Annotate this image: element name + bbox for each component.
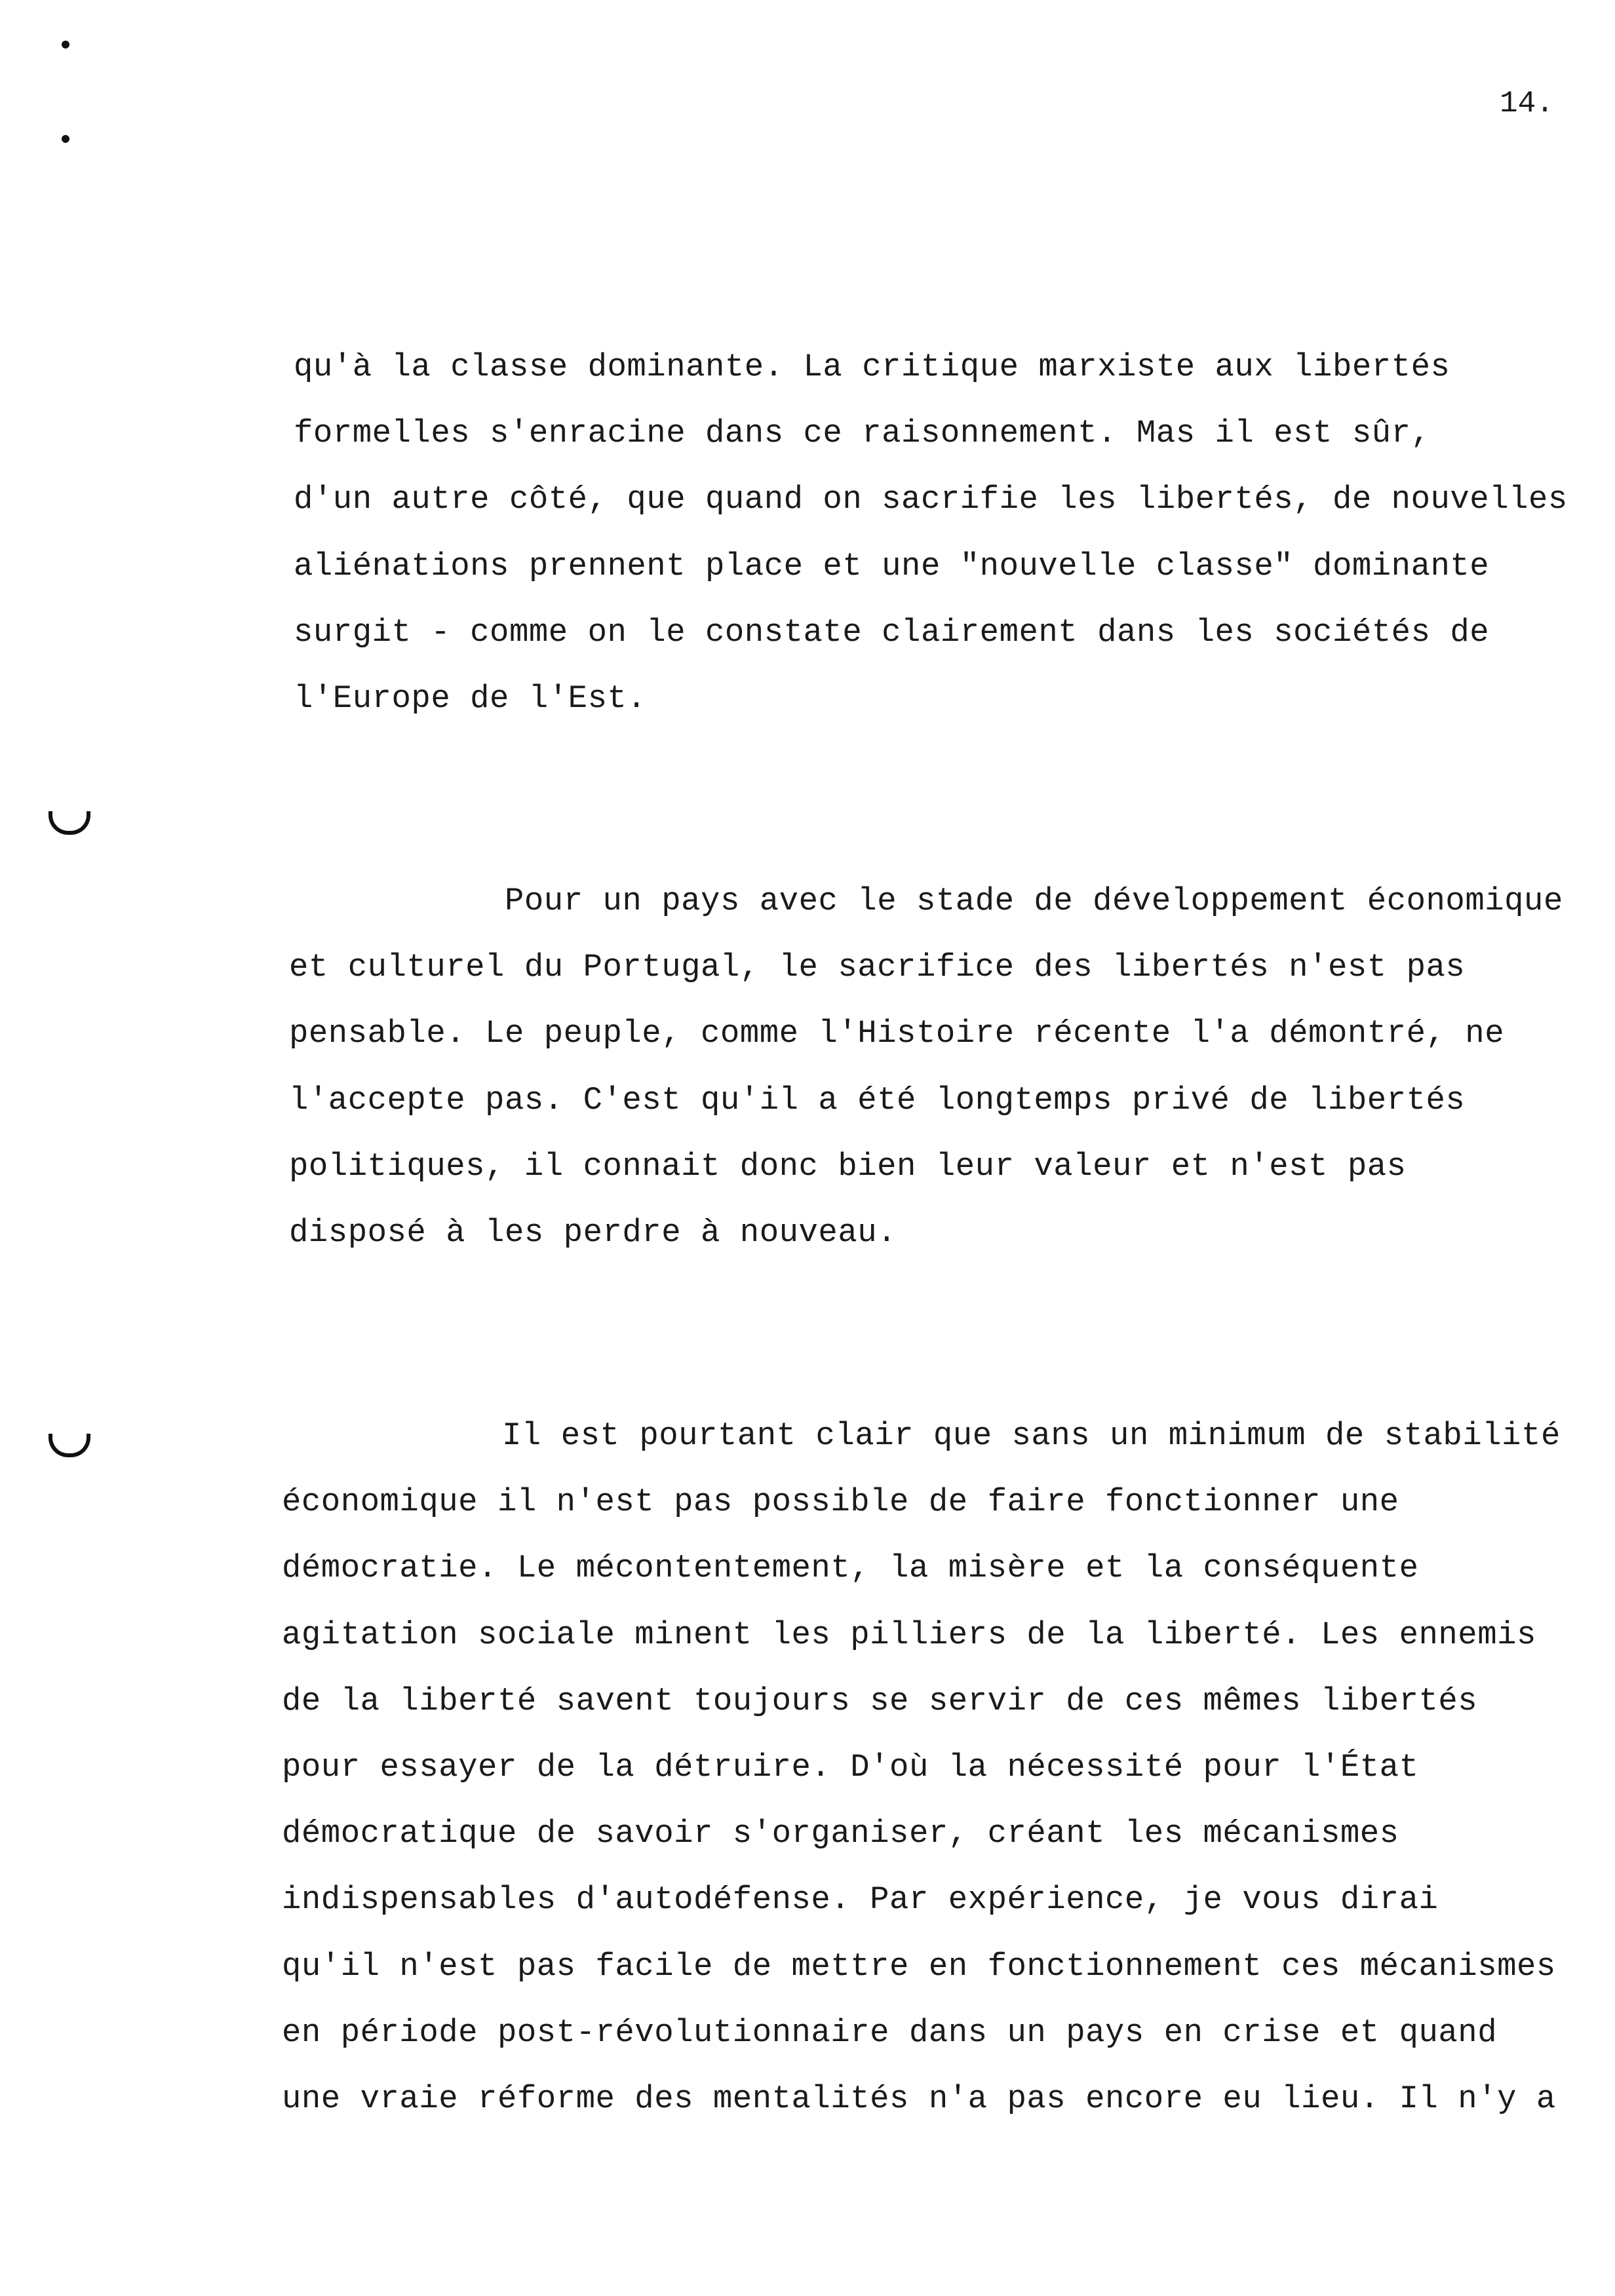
page-number: 14. xyxy=(1500,86,1554,121)
text-line: formelles s'enracine dans ce raisonnement. Mas il est sûr, xyxy=(294,415,1431,452)
text-line: pensable. Le peuple, comme l'Histoire récente l'a démontré, ne xyxy=(289,1015,1505,1052)
text-line: l'Europe de l'Est. xyxy=(294,680,647,717)
text-line: et culturel du Portugal, le sacrifice des libertés n'est pas xyxy=(289,949,1466,986)
text-line: surgit - comme on le constate clairement dans les sociétés de xyxy=(294,613,1490,651)
text-line: de la liberté savent toujours se servir de ces mêmes libertés xyxy=(282,1682,1478,1719)
binder-arc-mark xyxy=(49,811,90,835)
text-line: Pour un pays avec le stade de développement économique xyxy=(505,883,1563,919)
text-line: l'accepte pas. C'est qu'il a été longtemps privé de libertés xyxy=(289,1081,1466,1119)
text-line: démocratie. Le mécontentement, la misère et la conséquente xyxy=(282,1550,1419,1587)
text-line: aliénations prennent place et une "nouvelle classe" dominante xyxy=(294,547,1490,584)
text-line: agitation sociale minent les pilliers de la liberté. Les ennemis xyxy=(282,1616,1536,1653)
text-line: pour essayer de la détruire. D'où la nécessité pour l'État xyxy=(282,1749,1419,1786)
text-line: d'un autre côté, que quand on sacrifie les libertés, de nouvelles xyxy=(294,481,1568,518)
text-line: qu'à la classe dominante. La critique marxiste aux libertés xyxy=(294,349,1450,385)
text-line: une vraie réforme des mentalités n'a pas encore eu lieu. Il n'y a xyxy=(282,2080,1556,2117)
text-line: politiques, il connait donc bien leur valeur et n'est pas xyxy=(289,1147,1407,1185)
text-line: en période post-révolutionnaire dans un pays en crise et quand xyxy=(282,2014,1498,2051)
text-line: disposé à les perdre à nouveau. xyxy=(289,1214,897,1251)
binder-hole-mark xyxy=(62,135,69,143)
text-line: économique il n'est pas possible de faire fonctionner une xyxy=(282,1483,1399,1521)
text-line: démocratique de savoir s'organiser, créant les mécanismes xyxy=(282,1815,1399,1852)
text-line: indispensables d'autodéfense. Par expérience, je vous dirai xyxy=(282,1881,1439,1919)
text-line: qu'il n'est pas facile de mettre en fonctionnement ces mécanismes xyxy=(282,1947,1556,1985)
binder-arc-mark xyxy=(49,1434,90,1457)
text-line: Il est pourtant clair que sans un minimum de stabilité xyxy=(502,1417,1561,1454)
binder-hole-mark xyxy=(62,41,69,48)
